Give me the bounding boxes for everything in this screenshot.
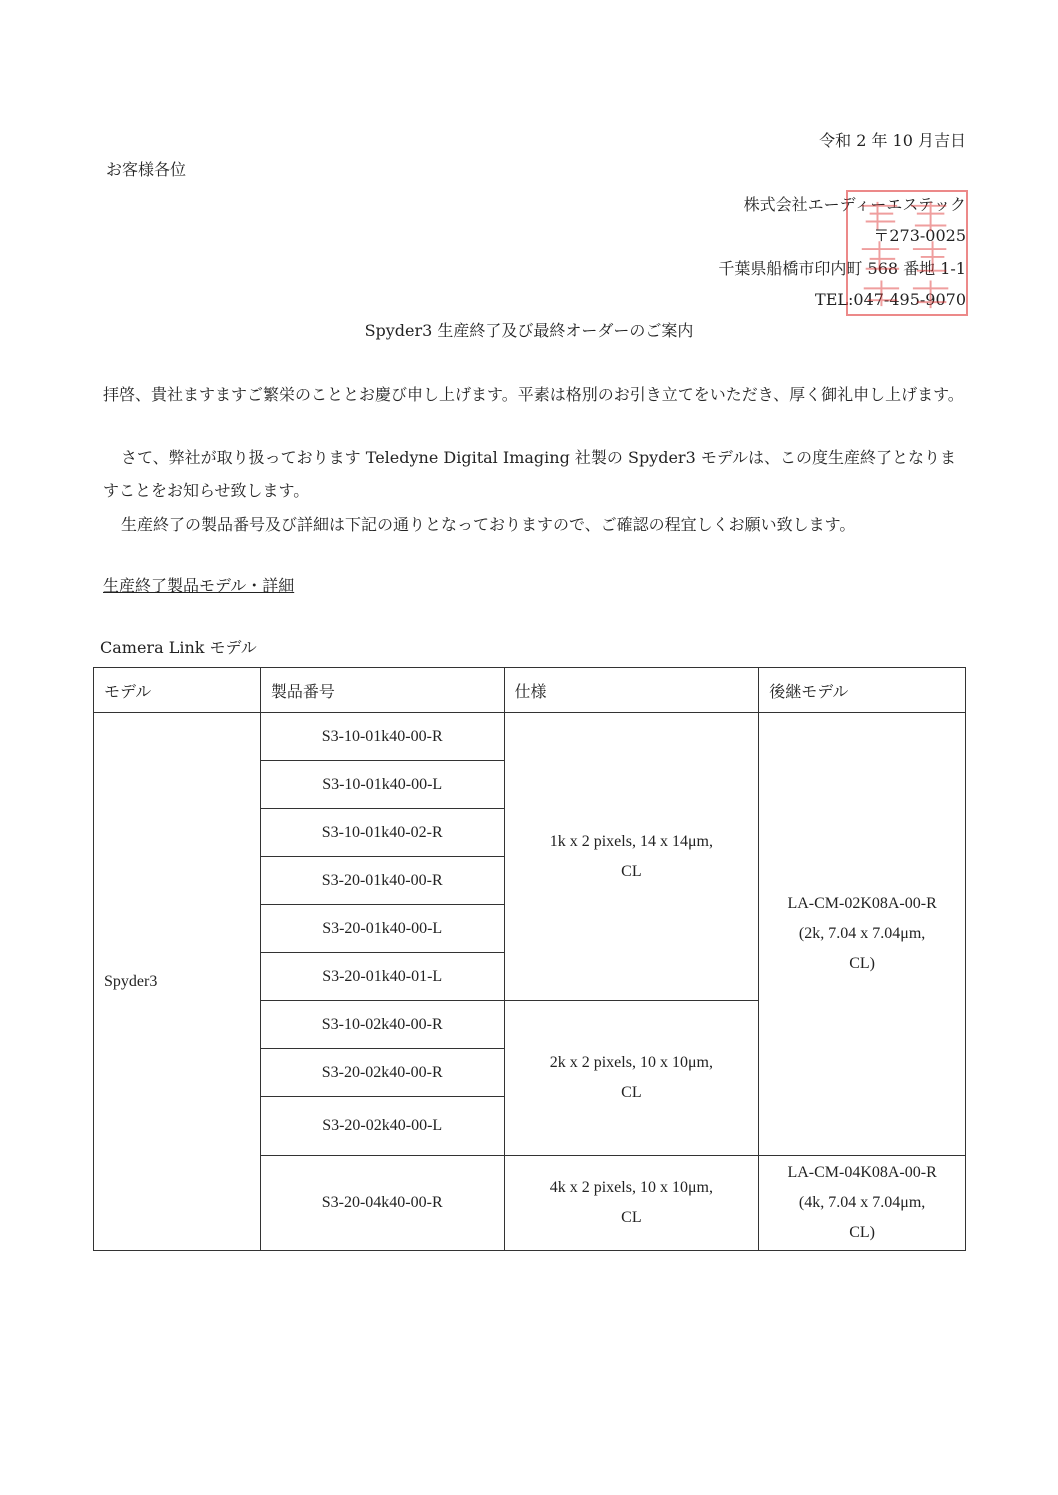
column-header-part-number: 製品番号 bbox=[260, 668, 504, 713]
successor-line: (4k, 7.04 x 7.04μm, bbox=[798, 1194, 926, 1211]
table-header-row bbox=[94, 668, 966, 713]
spec-line: 4k x 2 pixels, 10 x 10μm, bbox=[549, 1179, 713, 1196]
spec-cell bbox=[504, 713, 759, 1001]
part-number-cell: S3-10-01k40-00-R bbox=[260, 713, 504, 761]
company-seal-stamp bbox=[846, 190, 968, 316]
part-number-cell: S3-20-01k40-01-L bbox=[260, 953, 504, 1001]
sender-address: 千葉県船橋市印内町 568 番地 1-1 bbox=[718, 259, 966, 278]
successor-cell bbox=[759, 713, 966, 1156]
successor-cell bbox=[759, 1156, 966, 1251]
part-number-cell: S3-20-02k40-00-R bbox=[260, 1049, 504, 1097]
spec-cell bbox=[504, 1001, 759, 1156]
spec-line: 2k x 2 pixels, 10 x 10μm, bbox=[549, 1054, 713, 1071]
part-number-cell: S3-20-04k40-00-R bbox=[260, 1156, 504, 1251]
spec-line: CL bbox=[621, 1209, 642, 1226]
announcement-paragraph: さて、弊社が取り扱っております Teledyne Digital Imaging 社製の Spyder3 モデルは、この度生産終了となりますことをお知らせ致します。 bbox=[103, 448, 957, 500]
column-header-model: モデル bbox=[94, 668, 261, 713]
table-row bbox=[94, 713, 966, 761]
document-date: 令和 2 年 10 月吉日 bbox=[819, 131, 966, 150]
spec-line: CL bbox=[621, 1084, 642, 1101]
spec-line: 1k x 2 pixels, 14 x 14μm, bbox=[549, 832, 713, 850]
model-cell: Spyder3 bbox=[94, 713, 261, 1251]
spec-line: CL bbox=[621, 862, 642, 880]
successor-line: CL) bbox=[849, 955, 875, 972]
greeting-paragraph: 拝啓、貴社ますますご繁栄のこととお慶び申し上げます。平素は格別のお引き立てをいただき、厚く御礼申し上げます。 bbox=[103, 385, 964, 404]
part-number-cell: S3-10-01k40-00-L bbox=[260, 761, 504, 809]
seal-icon bbox=[848, 192, 966, 314]
part-number-cell: S3-10-02k40-00-R bbox=[260, 1001, 504, 1049]
successor-line: LA-CM-02K08A-00-R bbox=[787, 895, 937, 912]
part-number-cell: S3-10-01k40-02-R bbox=[260, 809, 504, 857]
successor-line: LA-CM-04K08A-00-R bbox=[787, 1164, 937, 1181]
addressee: お客様各位 bbox=[106, 160, 187, 179]
part-number-cell: S3-20-02k40-00-L bbox=[260, 1097, 504, 1156]
successor-line: CL) bbox=[849, 1224, 875, 1241]
sender-postal-code: 〒273-0025 bbox=[873, 226, 966, 245]
table-caption: Camera Link モデル bbox=[100, 638, 257, 657]
column-header-spec: 仕様 bbox=[504, 668, 759, 713]
part-number-cell: S3-20-01k40-00-L bbox=[260, 905, 504, 953]
successor-line: (2k, 7.04 x 7.04μm, bbox=[798, 925, 926, 942]
details-paragraph: 生産終了の製品番号及び詳細は下記の通りとなっておりますので、ご確認の程宜しくお願い致します。 bbox=[121, 515, 856, 534]
document-title: Spyder3 生産終了及び最終オーダーのご案内 bbox=[364, 321, 694, 340]
part-number-cell: S3-20-01k40-00-R bbox=[260, 857, 504, 905]
column-header-successor: 後継モデル bbox=[759, 668, 966, 713]
discontinued-products-table bbox=[93, 667, 966, 1251]
sender-phone: TEL:047-495-9070 bbox=[815, 290, 966, 309]
sender-company: 株式会社エーディーエステック bbox=[743, 195, 966, 214]
spec-cell bbox=[504, 1156, 759, 1251]
section-heading: 生産終了製品モデル・詳細 bbox=[103, 576, 295, 595]
